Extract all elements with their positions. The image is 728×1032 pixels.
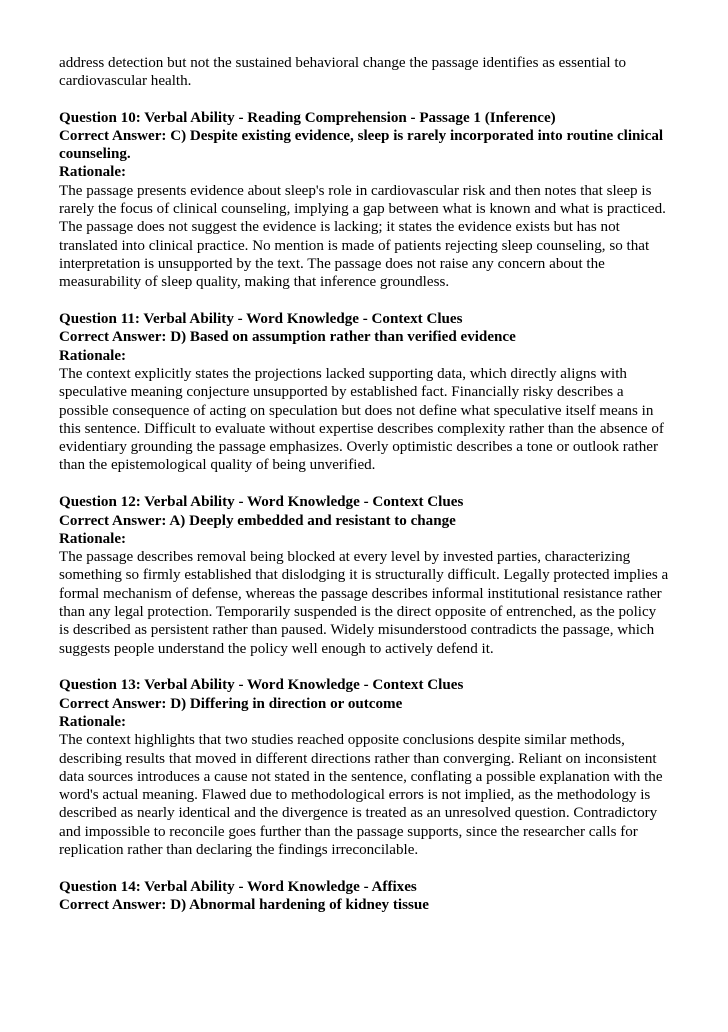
- question-13-block: [59, 676, 669, 859]
- correct-answer: Correct Answer: D) Abnormal hardening of kidney tissue: [59, 897, 429, 914]
- question-title: Question 10: Verbal Ability - Reading Comprehension - Passage 1 (Inference): [59, 109, 556, 126]
- question-title: Question 14: Verbal Ability - Word Knowledge - Affixes: [59, 878, 417, 895]
- correct-answer: Correct Answer: A) Deeply embedded and resistant to change: [59, 512, 456, 529]
- document-page: [59, 54, 669, 933]
- rationale-text: The passage presents evidence about sleep's role in cardiovascular risk and then notes that sleep is rarely the focus of clinical counseling, implying a gap between what is known and what is practiced. The passage does not suggest the evidence is lacking; it states the evidence exists but has not translated into clinical practice. No mention is made of patients rejecting sleep counseling, so that interpretation is unsupported by the text. The passage does not raise any concern about the measurability of sleep quality, making that inference groundless.: [59, 182, 666, 291]
- question-title: Question 11: Verbal Ability - Word Knowledge - Context Clues: [59, 311, 463, 328]
- question-title: Question 13: Verbal Ability - Word Knowledge - Context Clues: [59, 677, 464, 694]
- correct-answer: Correct Answer: D) Differing in direction or outcome: [59, 695, 403, 712]
- rationale-label: Rationale:: [59, 714, 127, 730]
- question-12-block: [59, 493, 669, 658]
- rationale-label: Rationale:: [59, 530, 127, 547]
- correct-answer: Correct Answer: C) Despite existing evidence, sleep is rarely incorporated into routine clinical counseling.: [59, 127, 664, 163]
- continued-rationale-text: address detection but not the sustained behavioral change the passage identifies as essential to cardiovascular health.: [59, 55, 627, 90]
- rationale-text: The context highlights that two studies reached opposite conclusions despite similar methods, describing results that moved in different directions rather than converging. Reliant on inconsistent data sources introduces a cause not stated in the sentence, conflating a possible explanation with the word's actual meaning. Flawed due to methodological errors is not implied, as the methodology is described as nearly identical and the divergence is treated as an unresolved question. Contradictory and impossible to reconcile goes further than the passage supports, since the researcher calls for replication rather than declaring the findings irreconcilable.: [59, 732, 663, 859]
- rationale-text: The context explicitly states the projections lacked supporting data, which directly aligns with speculative meaning conjecture unsupported by established fact. Financially risky describes a possible consequence of acting on speculation but does not define what speculative itself means in this sentence. Difficult to evaluate without expertise describes complexity rather than the absence of evidentiary grounding the passage emphasizes. Overly optimistic describes a tone or outlook rather than the epistemological quality of being unverified.: [59, 365, 664, 474]
- question-11-block: [59, 310, 669, 475]
- rationale-text: The passage describes removal being blocked at every level by invested parties, characterizing something so firmly established that dislodging it is structurally difficult. Legally protected implies a formal mechanism of defense, whereas the passage describes informal institutional resistance rather than any legal protection. Temporarily suspended is the direct opposite of entrenched, as the policy is described as persistent rather than paused. Widely misunderstood contradicts the passage, which suggests people understand the policy well enough to actively defend it.: [59, 549, 669, 657]
- question-14-block: [59, 878, 669, 915]
- rationale-label: Rationale:: [59, 347, 127, 364]
- correct-answer: Correct Answer: D) Based on assumption rather than verified evidence: [59, 329, 516, 346]
- question-title: Question 12: Verbal Ability - Word Knowledge - Context Clues: [59, 494, 464, 511]
- rationale-label: Rationale:: [59, 164, 127, 181]
- question-10-block: [59, 109, 669, 292]
